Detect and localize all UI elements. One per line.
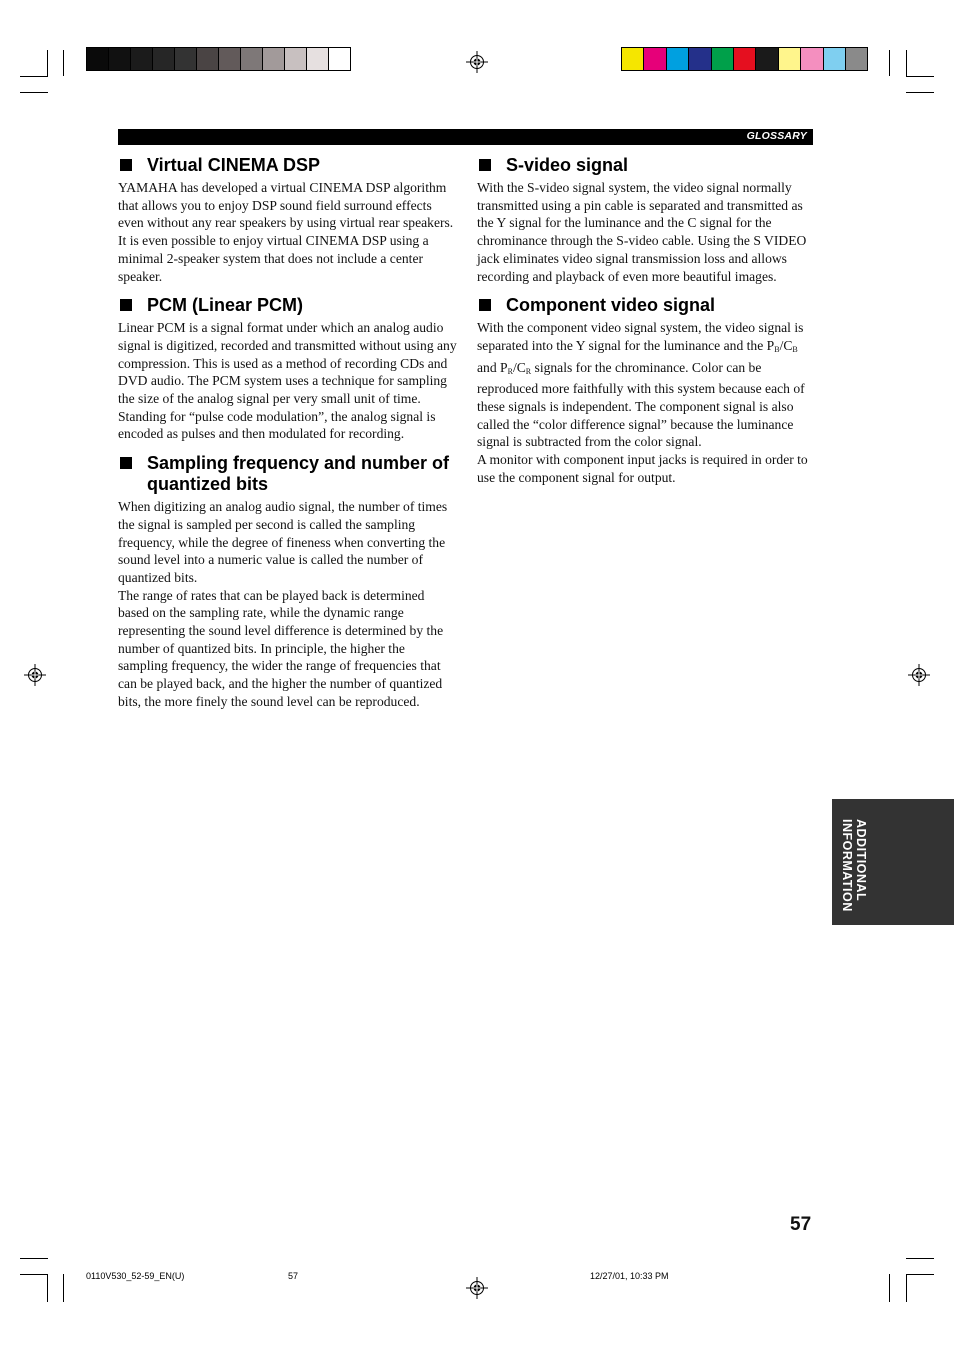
color-swatch bbox=[622, 48, 644, 70]
entry-paragraph: With the component video signal system, the video signal is separated into the Y signal for the luminance and the $P_B/C_B$ and $P_R/C_R$ signals for the chrominance. Color can be reproduced more faithfully with this system because each of these signals is independent. The component signal is also called the “color difference signal” because the luminance signal is subtracted from the color signal. bbox=[477, 320, 805, 450]
color-swatch bbox=[285, 48, 307, 70]
color-swatch bbox=[219, 48, 241, 70]
square-bullet-icon bbox=[120, 159, 132, 171]
crop-mark bbox=[906, 1274, 907, 1302]
grayscale-calibration-bar bbox=[86, 47, 351, 71]
entry-title: PCM (Linear PCM) bbox=[147, 295, 304, 316]
square-bullet-icon bbox=[479, 299, 491, 311]
color-swatch bbox=[779, 48, 801, 70]
crop-mark bbox=[889, 1274, 890, 1302]
crop-mark bbox=[20, 1274, 48, 1275]
crop-mark bbox=[906, 1258, 934, 1259]
entry-title: Component video signal bbox=[506, 295, 716, 316]
entry-heading bbox=[477, 295, 817, 316]
color-swatch bbox=[756, 48, 778, 70]
entry-title: Virtual CINEMA DSP bbox=[147, 155, 321, 175]
registration-target-icon bbox=[466, 51, 488, 73]
color-swatch bbox=[846, 48, 867, 70]
footer-page: 57 bbox=[288, 1271, 299, 1281]
crop-mark bbox=[47, 50, 48, 76]
side-tab-label: ADDITIONAL INFORMATION bbox=[840, 819, 868, 912]
entry-paragraph: The range of rates that can be played back is determined based on the sampling rate, while the dynamic range representing the sound level difference is determined by the number of quantized bits. In principle, the higher the sampling frequency, the wider the range of frequencies that can be played back, and the higher the number of quantized bits, the more finely the sound level can be reproduced. bbox=[118, 587, 444, 709]
entry-heading bbox=[118, 155, 458, 176]
square-bullet-icon bbox=[120, 457, 132, 469]
registration-target-icon bbox=[908, 664, 930, 686]
color-swatch bbox=[824, 48, 846, 70]
section-header-band bbox=[118, 129, 813, 145]
color-swatch bbox=[307, 48, 329, 70]
color-swatch bbox=[689, 48, 711, 70]
color-calibration-bar bbox=[621, 47, 868, 71]
color-swatch bbox=[87, 48, 109, 70]
color-swatch bbox=[667, 48, 689, 70]
crop-mark bbox=[889, 50, 890, 76]
entry-paragraph: With the S-video signal system, the video signal normally transmitted using a pin cable is separated and transmitted as the Y signal for the luminance and the C signal for the chrominance through the S-video cable. Using the S VIDEO jack eliminates video signal transmission loss and allows recording and playback of even more beautiful images. bbox=[477, 180, 807, 284]
page-number: 57 bbox=[790, 1214, 812, 1235]
color-swatch bbox=[109, 48, 131, 70]
entry-paragraph: A monitor with component input jacks is required in order to use the component signal for output. bbox=[477, 452, 808, 485]
entry-title: S-video signal bbox=[506, 155, 629, 175]
left-column bbox=[118, 155, 458, 721]
color-swatch bbox=[329, 48, 350, 70]
glossary-entry-component-video bbox=[477, 295, 817, 486]
color-swatch bbox=[712, 48, 734, 70]
entry-paragraph: Linear PCM is a signal format under which an analog audio signal is digitized, recorded and transmitted without using any compression. This is used as a method of recording CDs and DVD audio. The PCM system uses a technique for sampling the size of the analog signal per very small unit of time. Standing for “pulse code modulation”, the analog signal is encoded as pulses and then modulated for recording. bbox=[118, 320, 457, 442]
crop-mark bbox=[63, 50, 64, 76]
glossary-entry-sampling-frequency bbox=[118, 453, 458, 710]
crop-mark bbox=[63, 1274, 64, 1302]
crop-mark bbox=[47, 1274, 48, 1302]
crop-mark bbox=[906, 92, 934, 93]
glossary-entry-pcm bbox=[118, 295, 458, 443]
crop-mark bbox=[906, 76, 934, 77]
entry-heading bbox=[118, 295, 458, 316]
color-swatch bbox=[263, 48, 285, 70]
entry-heading bbox=[118, 453, 458, 495]
entry-heading bbox=[477, 155, 817, 176]
section-label: GLOSSARY bbox=[746, 130, 807, 142]
color-swatch bbox=[175, 48, 197, 70]
entry-paragraph: When digitizing an analog audio signal, the number of times the signal is sampled per second is called the sampling frequency, while the degree of fineness when converting the sound level into a numeric value is called the number of quantized bits. bbox=[118, 499, 448, 585]
entry-paragraph: YAMAHA has developed a virtual CINEMA DSP algorithm that allows you to enjoy DSP sound field surround effects even without any rear speakers by using virtual rear speakers. bbox=[118, 180, 454, 231]
crop-mark bbox=[20, 1258, 48, 1259]
footer-timestamp: 12/27/01, 10:33 PM bbox=[590, 1271, 669, 1281]
entry-paragraph: It is even possible to enjoy virtual CINEMA DSP using a minimal 2-speaker system that does not include a center speaker. bbox=[118, 233, 429, 284]
color-swatch bbox=[644, 48, 666, 70]
color-swatch bbox=[734, 48, 756, 70]
registration-target-icon bbox=[466, 1277, 488, 1299]
crop-mark bbox=[20, 92, 48, 93]
color-swatch bbox=[153, 48, 175, 70]
color-swatch bbox=[801, 48, 823, 70]
section-side-tab bbox=[832, 799, 954, 925]
crop-mark bbox=[906, 1274, 934, 1275]
color-swatch bbox=[241, 48, 263, 70]
square-bullet-icon bbox=[120, 299, 132, 311]
registration-target-icon bbox=[24, 664, 46, 686]
entry-title: Sampling frequency and number of quantized bits bbox=[147, 453, 450, 495]
crop-mark bbox=[20, 76, 48, 77]
square-bullet-icon bbox=[479, 159, 491, 171]
footer-file-name: 0110V530_52-59_EN(U) bbox=[86, 1271, 185, 1281]
crop-mark bbox=[906, 50, 907, 76]
glossary-entry-s-video bbox=[477, 155, 817, 285]
glossary-entry-virtual-cinema-dsp bbox=[118, 155, 458, 285]
right-column bbox=[477, 155, 817, 497]
color-swatch bbox=[131, 48, 153, 70]
color-swatch bbox=[197, 48, 219, 70]
